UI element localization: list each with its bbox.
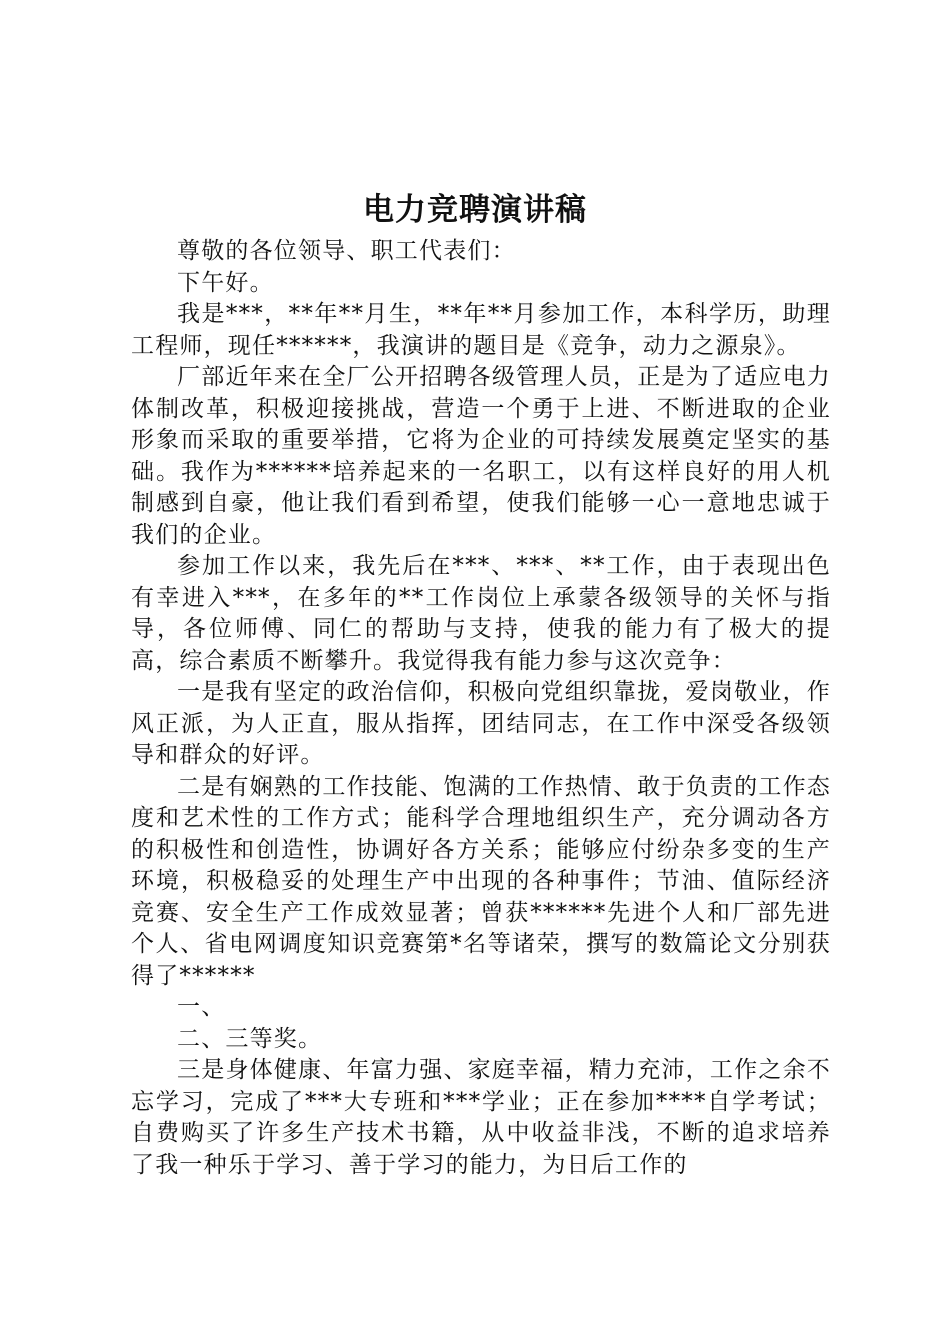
greeting: 下午好。: [177, 269, 274, 296]
document-body: [131, 236, 831, 1181]
paragraph-background: 厂部近年来在全厂公开招聘各级管理人员，正是为了适应电力体制改革，积极迎接挑战，营造一个勇于上进、不断进取的企业形象而采取的重要举措，它将为企业的可持续发展奠定坚实的基础。我作为******培养起来的一名职工，以有这样良好的用人机制感到自豪，他让我们看到希望，使我们能够一心一意地忠诚于我们的企业。: [131, 364, 831, 548]
paragraph-point-one: 一是我有坚定的政治信仰，积极向党组织靠拢，爱岗敬业，作风正派，为人正直，服从指挥，团结同志，在工作中深受各级领导和群众的好评。: [131, 679, 831, 768]
salutation: 尊敬的各位领导、职工代表们：: [177, 238, 516, 264]
paragraph-point-two: 二是有娴熟的工作技能、饱满的工作热情、敢于负责的工作态度和艺术性的工作方式；能科学合理地组织生产，充分调动各方的积极性和创造性，协调好各方关系；能够应付纷杂多变的生产环境，积极稳妥的处理生产中出现的各种事件；节油、值际经济竞赛、安全生产工作成效显著；曾获******先进个人和厂部先进个人、省电网调度知识竞赛第*名等诸荣，撰写的数篇论文分别获得了******: [131, 773, 831, 989]
paragraph-introduction: 我是***，**年**月生，**年**月参加工作，本科学历，助理工程师，现任******，我演讲的题目是《竞争，动力之源泉》。: [131, 301, 831, 359]
document-title: 电力竞聘演讲稿: [363, 192, 587, 228]
paragraph-experience: 参加工作以来，我先后在***、***、**工作，由于表现出色有幸进入***，在多年的**工作岗位上承蒙各级领导的关怀与指导，各位师傅、同仁的帮助与支持，使我的能力有了极大的提高，综合素质不断攀升。我觉得我有能力参与这次竞争：: [131, 553, 831, 674]
paragraph-fragment-two: 二、三等奖。: [177, 1025, 323, 1052]
paragraph-fragment-one: 一、: [177, 994, 226, 1020]
paragraph-point-three: 三是身体健康、年富力强、家庭幸福，精力充沛，工作之余不忘学习，完成了***大专班和***学业；正在参加****自学考试；自费购买了许多生产技术书籍，从中收益非浅，不断的追求培养了我一种乐于学习、善于学习的能力，为日后工作的: [131, 1057, 831, 1178]
